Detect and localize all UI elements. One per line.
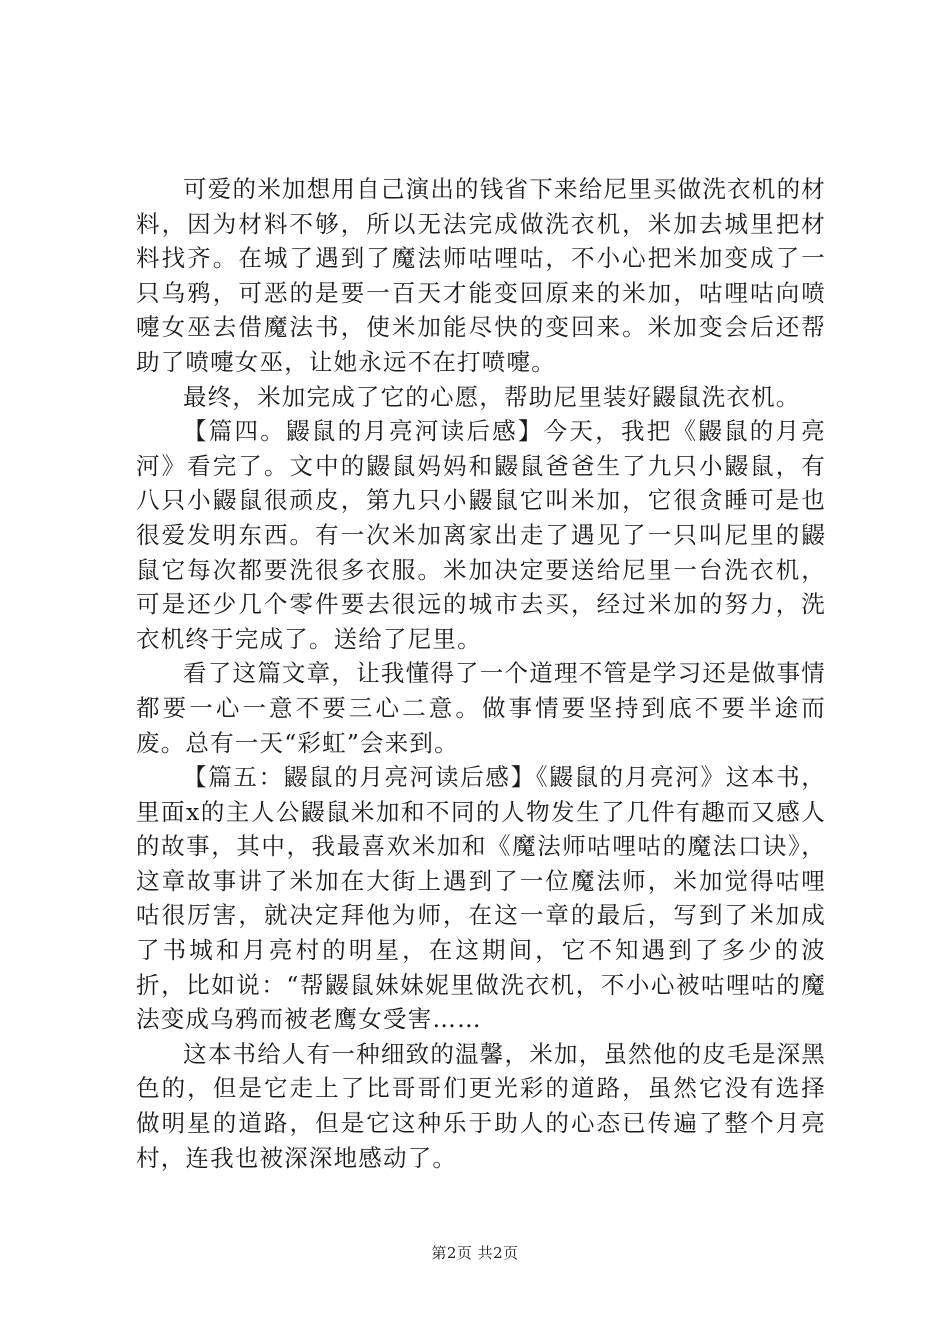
page-number-footer: 第2页 共2页 <box>431 1244 519 1262</box>
document-body <box>136 172 826 1175</box>
paragraph-6: 这本书给人有一种细致的温馨，米加，虽然他的皮毛是深黑色的，但是它走上了比哥哥们更光彩的道路，虽然它没有选择做明星的道路，但是它这种乐于助人的心态已传遍了整个月亮村，连我也被深深地感动了。 <box>136 1039 826 1172</box>
paragraph-1: 可爱的米加想用自己演出的钱省下来给尼里买做洗衣机的材料，因为材料不够，所以无法完成做洗衣机，米加去城里把材料找齐。在城了遇到了魔法师咕哩咕，不小心把米加变成了一只乌鸦，可恶的是要一百天才能变回原来的米加，咕哩咕向喷嚏女巫去借魔法书，使米加能尽快的变回来。米加变会后还帮助了喷嚏女巫，让她永远不在打喷嚏。 <box>136 175 826 376</box>
paragraph-4: 看了这篇文章，让我懂得了一个道理不管是学习还是做事情都要一心一意不要三心二意。做事情要坚持到底不要半途而废。总有一天“彩虹”会来到。 <box>136 659 826 757</box>
paragraph-3: 【篇四。鼹鼠的月亮河读后感】今天，我把《鼹鼠的月亮河》看完了。文中的鼹鼠妈妈和鼹鼠爸爸生了九只小鼹鼠，有八只小鼹鼠很顽皮，第九只小鼹鼠它叫米加，它很贪睡可是也很爱发明东西。有一次米加离家出走了遇见了一只叫尼里的鼹鼠它每次都要洗很多衣服。米加决定要送给尼里一台洗衣机，可是还少几个零件要去很远的城市去买，经过米加的努力，洗衣机终于完成了。送给了尼里。 <box>136 417 826 653</box>
paragraph-5: 【篇五：鼹鼠的月亮河读后感】《鼹鼠的月亮河》这本书，里面x的主人公鼹鼠米加和不同的人物发生了几件有趣而又感人的故事，其中，我最喜欢米加和《魔法师咕哩咕的魔法口诀》，这章故事讲了米加在大街上遇到了一位魔法师，米加觉得咕哩咕很厉害，就决定拜他为师，在这一章的最后，写到了米加成了书城和月亮村的明星，在这期间，它不知遇到了多少的波折，比如说：“帮鼹鼠妹妹妮里做洗衣机，不小心被咕哩咕的魔法变成乌鸦而被老鹰女受害…… <box>136 763 826 1034</box>
paragraph-2: 最终，米加完成了它的心愿，帮助尼里装好鼹鼠洗衣机。 <box>183 382 801 411</box>
